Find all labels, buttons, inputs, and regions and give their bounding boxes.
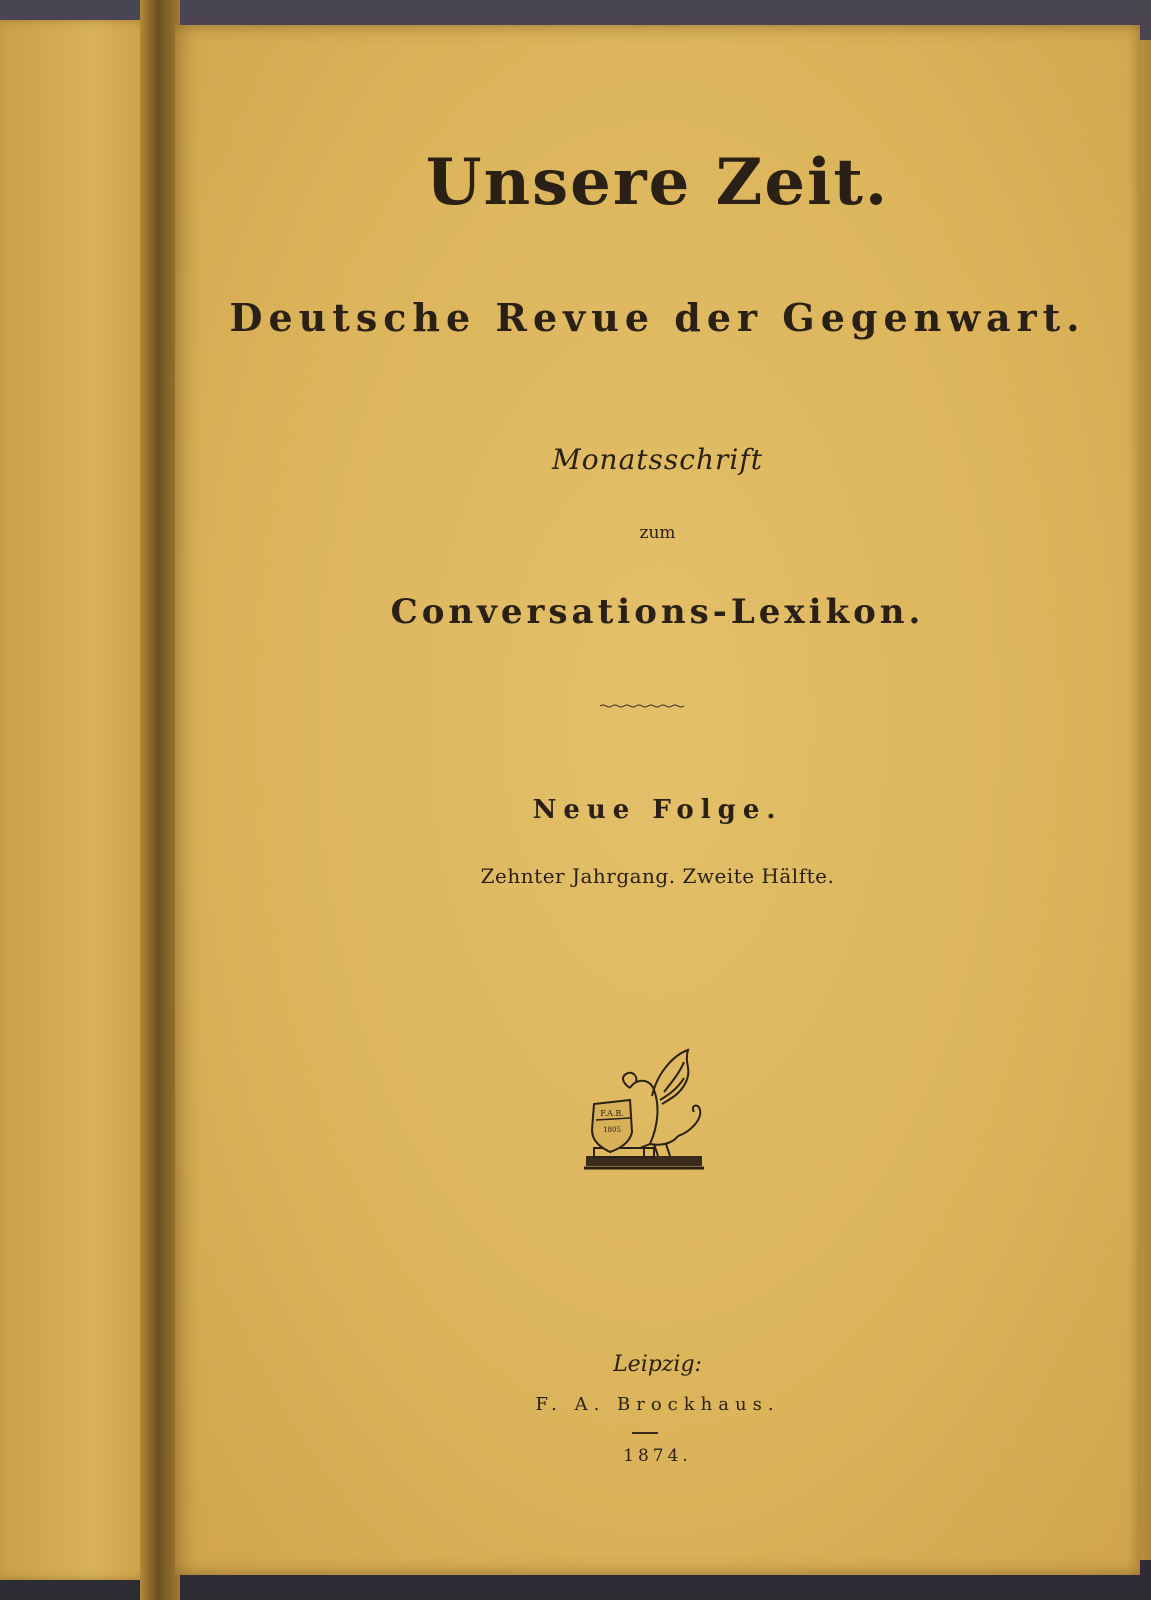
imprint-rule: [632, 1432, 658, 1434]
book-subtitle: Deutsche Revue der Gegenwart.: [229, 295, 1086, 340]
svg-text:F.A.B.: F.A.B.: [600, 1109, 624, 1118]
book-title: Unsere Zeit.: [425, 145, 890, 220]
griffin-printers-mark-icon: [580, 1048, 715, 1183]
ornamental-rule: [600, 704, 684, 708]
volume-label: Zehnter Jahrgang. Zweite Hälfte.: [480, 864, 835, 888]
imprint-publisher: F. A. Brockhaus.: [535, 1394, 780, 1415]
connector-word: zum: [639, 523, 676, 543]
imprint-place: Leipzig:: [613, 1352, 702, 1377]
svg-text:1805: 1805: [603, 1126, 621, 1134]
series-label: Neue Folge.: [532, 795, 783, 825]
book-gutter: [140, 0, 180, 1600]
left-page-leaf: [0, 20, 160, 1580]
work-title: Conversations-Lexikon.: [390, 592, 925, 632]
imprint-year: 1874.: [623, 1446, 692, 1466]
publication-kind: Monatsschrift: [552, 443, 763, 476]
